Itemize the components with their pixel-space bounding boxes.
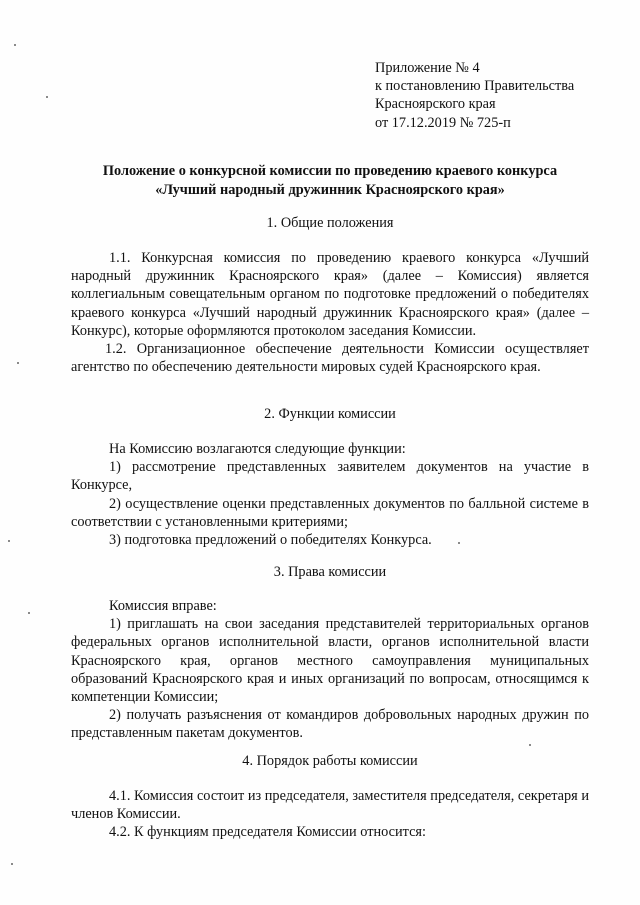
title-line-1: Положение о конкурсной комиссии по проведению краевого конкурса xyxy=(102,163,558,179)
function-item-2: 2) осуществление оценки представленных документов по балльной системе в соответствии с установленными критериями; xyxy=(71,495,589,530)
scan-speck xyxy=(28,612,30,614)
scan-speck xyxy=(8,540,10,542)
paragraph-4-2: 4.2. К функциям председателя Комиссии относится: xyxy=(109,824,426,841)
annex-decree: к постановлению Правительства xyxy=(375,78,575,95)
annex-block xyxy=(375,59,574,132)
section-3-body xyxy=(71,597,589,743)
paragraph-4-1: 4.1. Комиссия состоит из председателя, заместителя председателя, секретаря и членов Комиссии. xyxy=(71,788,589,823)
section-4-body xyxy=(71,787,589,842)
title-line-2: «Лучший народный дружинник Красноярского края» xyxy=(155,181,505,198)
scan-speck xyxy=(458,542,460,544)
section-3-heading: 3. Права комиссии xyxy=(273,564,387,580)
scan-speck xyxy=(529,744,531,746)
scan-speck xyxy=(11,863,13,865)
document-title xyxy=(60,162,600,199)
paragraph-1-2: 1.2. Организационное обеспечение деятельности Комиссии осуществляет агентство по обеспечению деятельности мировых судей Красноярского края. xyxy=(71,341,589,376)
right-item-1: 1) приглашать на свои заседания представителей территориальных органов федеральных органов исполнительной власти, органов исполнительной власти Красноярского края, органов местного самоуправления муниципальных образований Красноярского края и иных организаций по вопросам, относящимся к компетенции Комиссии; xyxy=(71,616,589,706)
section-4-heading: 4. Порядок работы комиссии xyxy=(242,753,418,769)
scan-speck xyxy=(17,362,19,364)
section-2-body xyxy=(71,440,589,549)
right-item-2: 2) получать разъяснения от командиров добровольных народных дружин по представленным пакетам документов. xyxy=(71,707,589,742)
section-1-body xyxy=(71,249,589,376)
annex-number: Приложение № 4 xyxy=(375,60,480,76)
function-item-1: 1) рассмотрение представленных заявителем документов на участие в Конкурсе, xyxy=(71,459,589,494)
section-3-intro: Комиссия вправе: xyxy=(109,598,217,614)
scan-speck xyxy=(14,44,16,46)
section-2-heading: 2. Функции комиссии xyxy=(264,406,396,422)
annex-region: Красноярского края xyxy=(375,96,496,113)
section-2-intro: На Комиссию возлагаются следующие функции: xyxy=(109,441,406,457)
paragraph-1-1: 1.1. Конкурсная комиссия по проведению краевого конкурса «Лучший народный дружинник Красноярского края» (далее – Комиссия) является коллегиальным совещательным органом по подготовке предложений о победителях краевого конкурса «Лучший народный дружинник Красноярского края» (далее – Конкурс), которые оформляются протоколом заседания Комиссии. xyxy=(71,250,589,339)
scan-speck xyxy=(46,96,48,98)
annex-date: от 17.12.2019 № 725-п xyxy=(375,114,511,131)
function-item-3: 3) подготовка предложений о победителях Конкурса. xyxy=(109,532,432,549)
section-1-heading: 1. Общие положения xyxy=(266,215,394,231)
